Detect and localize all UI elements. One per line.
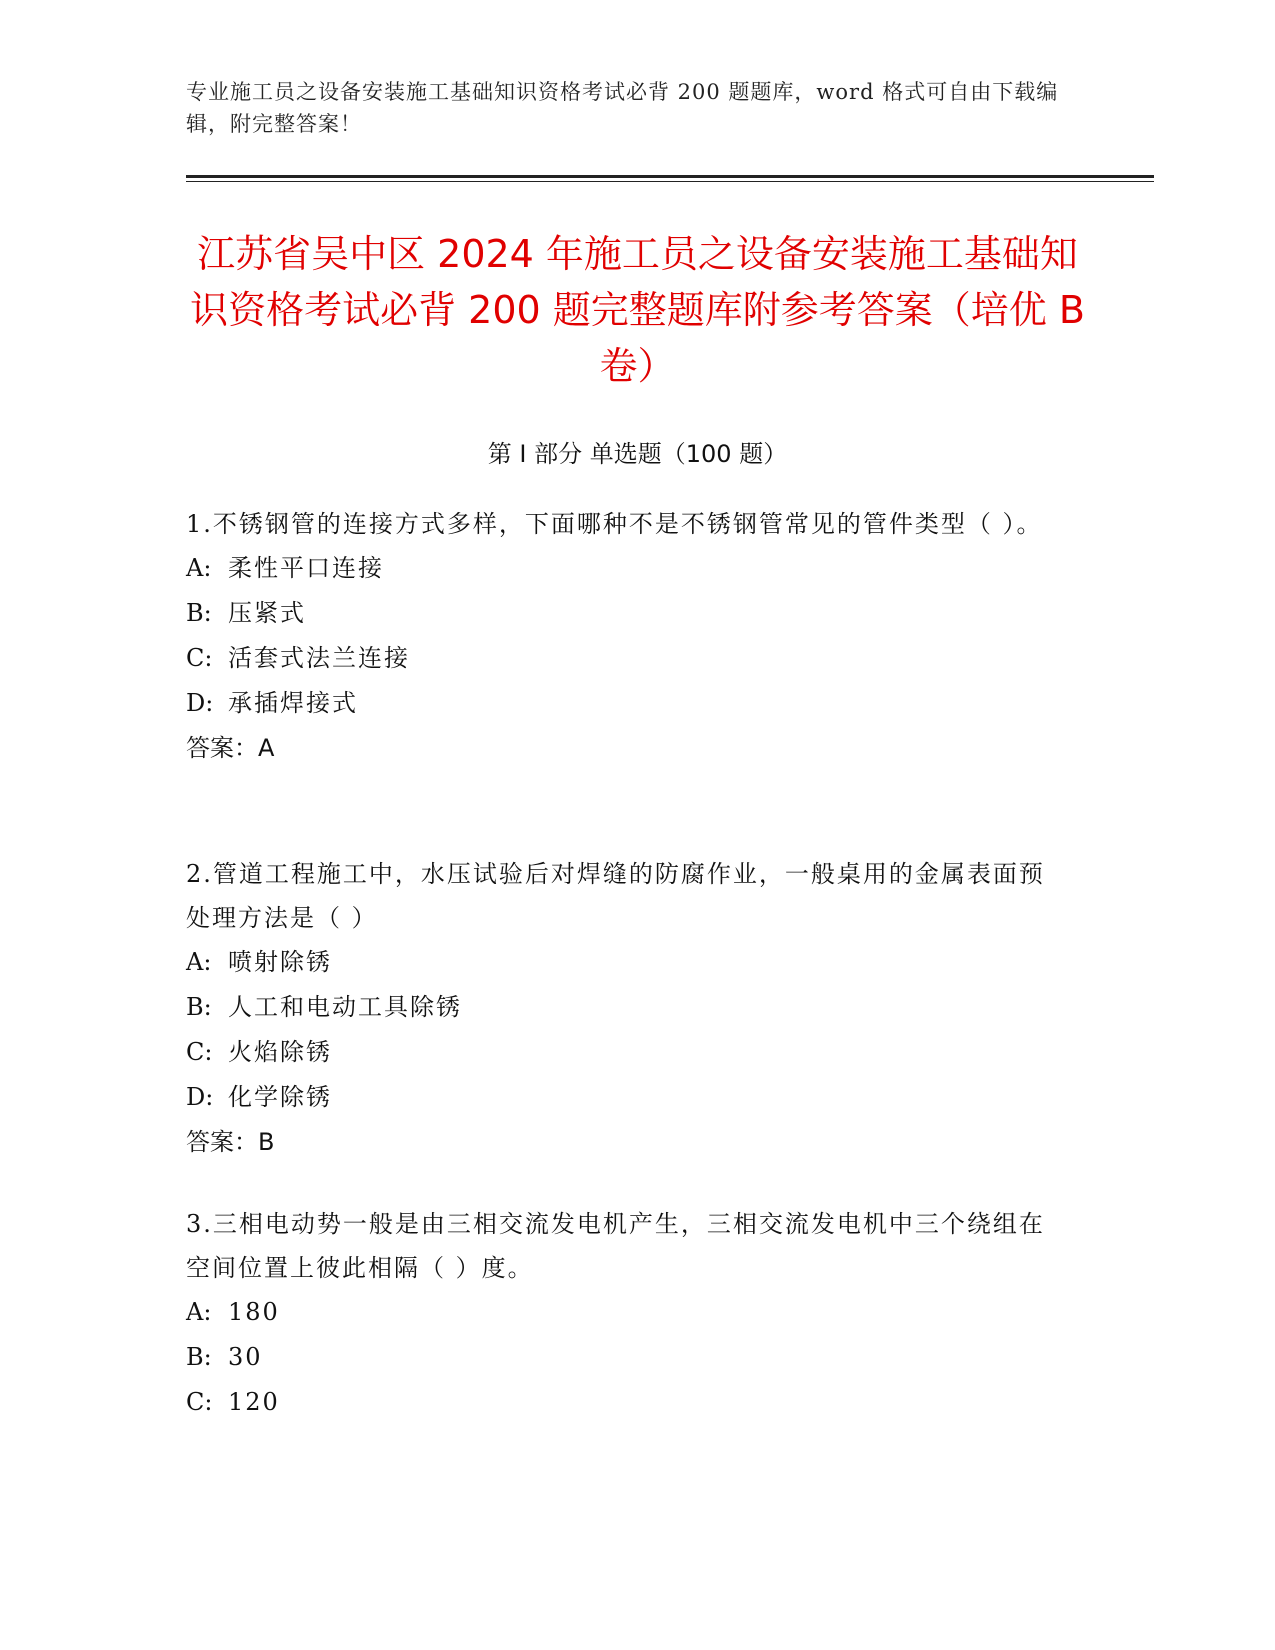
- question-stem: 3.三相电动势一般是由三相交流发电机产生，三相交流发电机中三个绕组在空间位置上彼此相隔（ ）度。: [186, 1210, 1045, 1282]
- option-key: C:: [186, 644, 213, 672]
- option-b: [186, 1335, 1066, 1380]
- option-key: D:: [186, 1083, 214, 1111]
- option-b: [186, 985, 1066, 1030]
- option-b: [186, 591, 1066, 636]
- question-2: [186, 852, 1066, 1165]
- question-stem: 2.管道工程施工中，水压试验后对焊缝的防腐作业，一般桌用的金属表面预处理方法是（ ）: [186, 860, 1045, 932]
- option-key: A:: [186, 554, 212, 582]
- option-text: 活套式法兰连接: [228, 644, 410, 672]
- question-1: [186, 502, 1066, 771]
- option-a: [186, 546, 1066, 591]
- option-a: [186, 940, 1066, 985]
- document-title: 江苏省吴中区 2024 年施工员之设备安装施工基础知识资格考试必背 200 题完整题库附参考答案（培优 B 卷）: [190, 232, 1085, 388]
- option-key: B:: [186, 993, 212, 1021]
- question-stem: 1.不锈钢管的连接方式多样，下面哪种不是不锈钢管常见的管件类型（ ）。: [186, 510, 1043, 538]
- question-3: [186, 1202, 1066, 1425]
- option-key: A:: [186, 948, 212, 976]
- option-key: D:: [186, 689, 214, 717]
- header-divider: [186, 175, 1154, 178]
- option-text: 压紧式: [228, 599, 306, 627]
- option-text: 30: [228, 1343, 263, 1371]
- option-d: [186, 681, 1066, 726]
- option-c: [186, 1380, 1066, 1425]
- option-key: B:: [186, 599, 212, 627]
- option-text: 火焰除锈: [228, 1038, 332, 1066]
- header-divider-thin: [186, 181, 1154, 182]
- option-text: 化学除锈: [228, 1083, 332, 1111]
- option-key: C:: [186, 1038, 213, 1066]
- option-c: [186, 636, 1066, 681]
- option-key: B:: [186, 1343, 212, 1371]
- option-text: 柔性平口连接: [228, 554, 384, 582]
- answer: 答案：B: [186, 1128, 275, 1156]
- option-text: 喷射除锈: [228, 948, 332, 976]
- answer: 答案：A: [186, 734, 275, 762]
- option-text: 120: [228, 1388, 280, 1416]
- option-d: [186, 1075, 1066, 1120]
- option-a: [186, 1290, 1066, 1335]
- option-key: C:: [186, 1388, 213, 1416]
- option-text: 人工和电动工具除锈: [228, 993, 462, 1021]
- option-text: 180: [228, 1298, 280, 1326]
- option-c: [186, 1030, 1066, 1075]
- option-text: 承插焊接式: [228, 689, 358, 717]
- section-title: 第 I 部分 单选题（100 题）: [487, 440, 788, 468]
- header-note: 专业施工员之设备安装施工基础知识资格考试必背 200 题题库，word 格式可自由下载编辑，附完整答案！: [186, 80, 1059, 136]
- option-key: A:: [186, 1298, 212, 1326]
